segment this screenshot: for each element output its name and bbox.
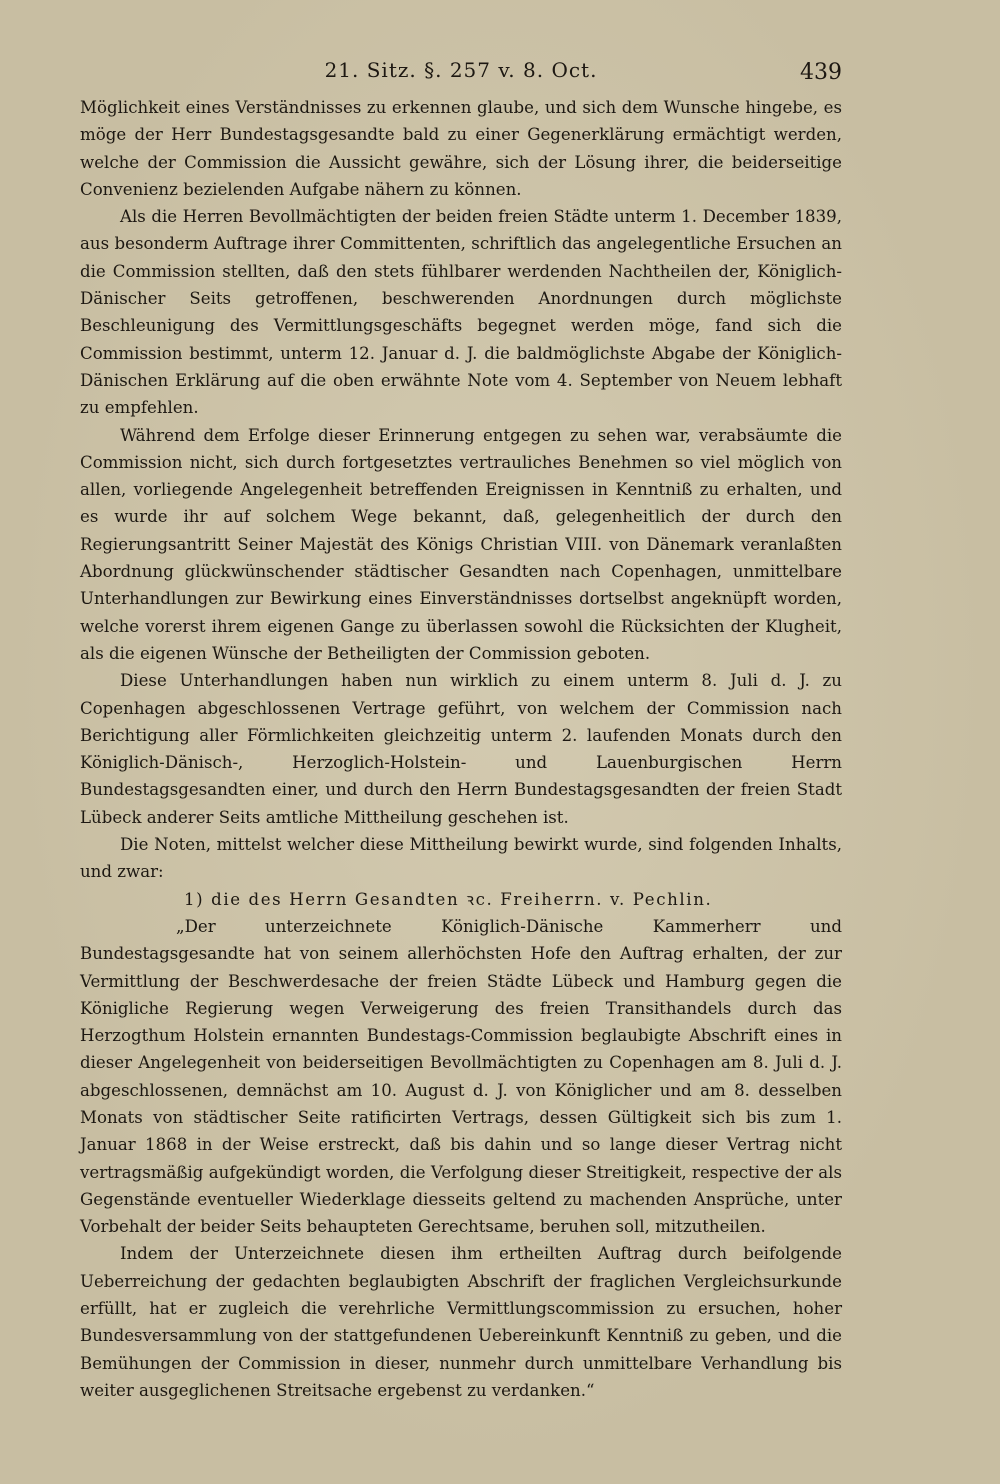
paragraph-5: Die Noten, mittelst welcher diese Mittheilung bewirkt wurde, sind folgenden Inhalts, und zwar:	[80, 835, 842, 882]
running-head: 21. Sitz. §. 257 v. 8. Oct.	[324, 58, 598, 82]
paragraph-4: Diese Unterhandlungen haben nun wirklich zu einem unterm 8. Juli d. J. zu Copenhagen abgeschlossenen Vertrage geführt, von welchem der Commission nach Berichtigung aller Förmlichkeiten gleichzeitig unterm 2. laufenden Monats durch den Königlich-Dänisch-, Herzoglich-Holstein- und Lauenburgischen Herrn Bundestagsgesandten einer, und durch den Herrn Bundestagsgesandten der freien Stadt Lübeck anderer Seits amtliche Mittheilung geschehen ist.	[80, 671, 842, 827]
page-header	[80, 58, 842, 88]
body-text	[80, 94, 842, 1404]
page-number: 439	[800, 60, 842, 85]
quoted-note-paragraph-2: Indem der Unterzeichnete diesen ihm ertheilten Auftrag durch beifolgende Ueberreichung der gedachten beglaubigten Abschrift der fraglichen Vergleichsurkunde erfüllt, hat er zugleich die verehrliche Vermittlungscommission zu ersuchen, hoher Bundesversammlung von der stattgefundenen Uebereinkunft Kenntniß zu geben, und die Bemühungen der Commission in dieser, nunmehr durch unmittelbare Verhandlung bis weiter ausgeglichenen Streitsache ergebenst zu verdanken.“	[80, 1244, 842, 1400]
quoted-note-paragraph-1: „Der unterzeichnete Königlich-Dänische Kammerherr und Bundestagsgesandte hat von seinem allerhöchsten Hofe den Auftrag erhalten, der zur Vermittlung der Beschwerdesache der freien Städte Lübeck und Hamburg gegen die Königliche Regierung wegen Verweigerung des freien Transithandels durch das Herzogthum Holstein ernannten Bundestags-Commission beglaubigte Abschrift eines in dieser Angelegenheit von beiderseitigen Bevollmächtigten zu Copenhagen am 8. Juli d. J. abgeschlossenen, demnächst am 10. August d. J. von Königlicher und am 8. desselben Monats von städtischer Seite ratificirten Vertrags, dessen Gültigkeit sich bis zum 1. Januar 1868 in der Weise erstreckt, daß bis dahin und so lange dieser Vertrag nicht vertragsmäßig aufgekündigt worden, die Verfolgung dieser Streitigkeit, respective der als Gegenstände eventueller Wiederklage diesseits geltend zu machenden Ansprüche, unter Vorbehalt der beider Seits behaupteten Gerechtsame, beruhen soll, mitzutheilen.	[80, 916, 842, 1237]
paragraph-1: Möglichkeit eines Verständnisses zu erkennen glaube, und sich dem Wunsche hingebe, es möge der Herr Bundestagsgesandte bald zu einer Gegenerklärung ermächtigt werden, welche der Commission die Aussicht gewähre, sich der Lösung ihrer, die beiderseitige Convenienz bezielenden Aufgabe nähern zu können.	[80, 98, 842, 199]
paragraph-2: Als die Herren Bevollmächtigten der beiden freien Städte unterm 1. December 1839, aus besonderm Auftrage ihrer Committenten, schriftlich das angelegentliche Ersuchen an die Commission stellten, daß den stets fühlbarer werdenden Nachtheilen der, Königlich-Dänischer Seits getroffenen, beschwerenden Anordnungen durch möglichste Beschleunigung des Vermittlungsgeschäfts begegnet werden möge, fand sich die Commission bestimmt, unterm 12. Januar d. J. die baldmöglichste Abgabe der Königlich-Dänischen Erklärung auf die oben erwähnte Note vom 4. September von Neuem lebhaft zu empfehlen.	[80, 207, 842, 418]
section-heading: 1) die des Herrn Gesandten ꝛc. Freiherrn. v. Pechlin.	[184, 889, 713, 909]
paragraph-3: Während dem Erfolge dieser Erinnerung entgegen zu sehen war, verabsäumte die Commission nicht, sich durch fortgesetztes vertrauliches Benehmen so viel möglich von allen, vorliegende Angelegenheit betreffenden Ereignissen in Kenntniß zu erhalten, und es wurde ihr auf solchem Wege bekannt, daß, gelegenheitlich der durch den Regierungsantritt Seiner Majestät des Königs Christian VIII. von Dänemark veranlaßten Abordnung glückwünschender städtischer Gesandten nach Copenhagen, unmittelbare Unterhandlungen zur Bewirkung eines Einverständnisses dortselbst angeknüpft worden, welche vorerst ihrem eigenen Gange zu überlassen sowohl die Rücksichten der Klugheit, als die eigenen Wünsche der Betheiligten der Commission geboten.	[80, 425, 842, 663]
